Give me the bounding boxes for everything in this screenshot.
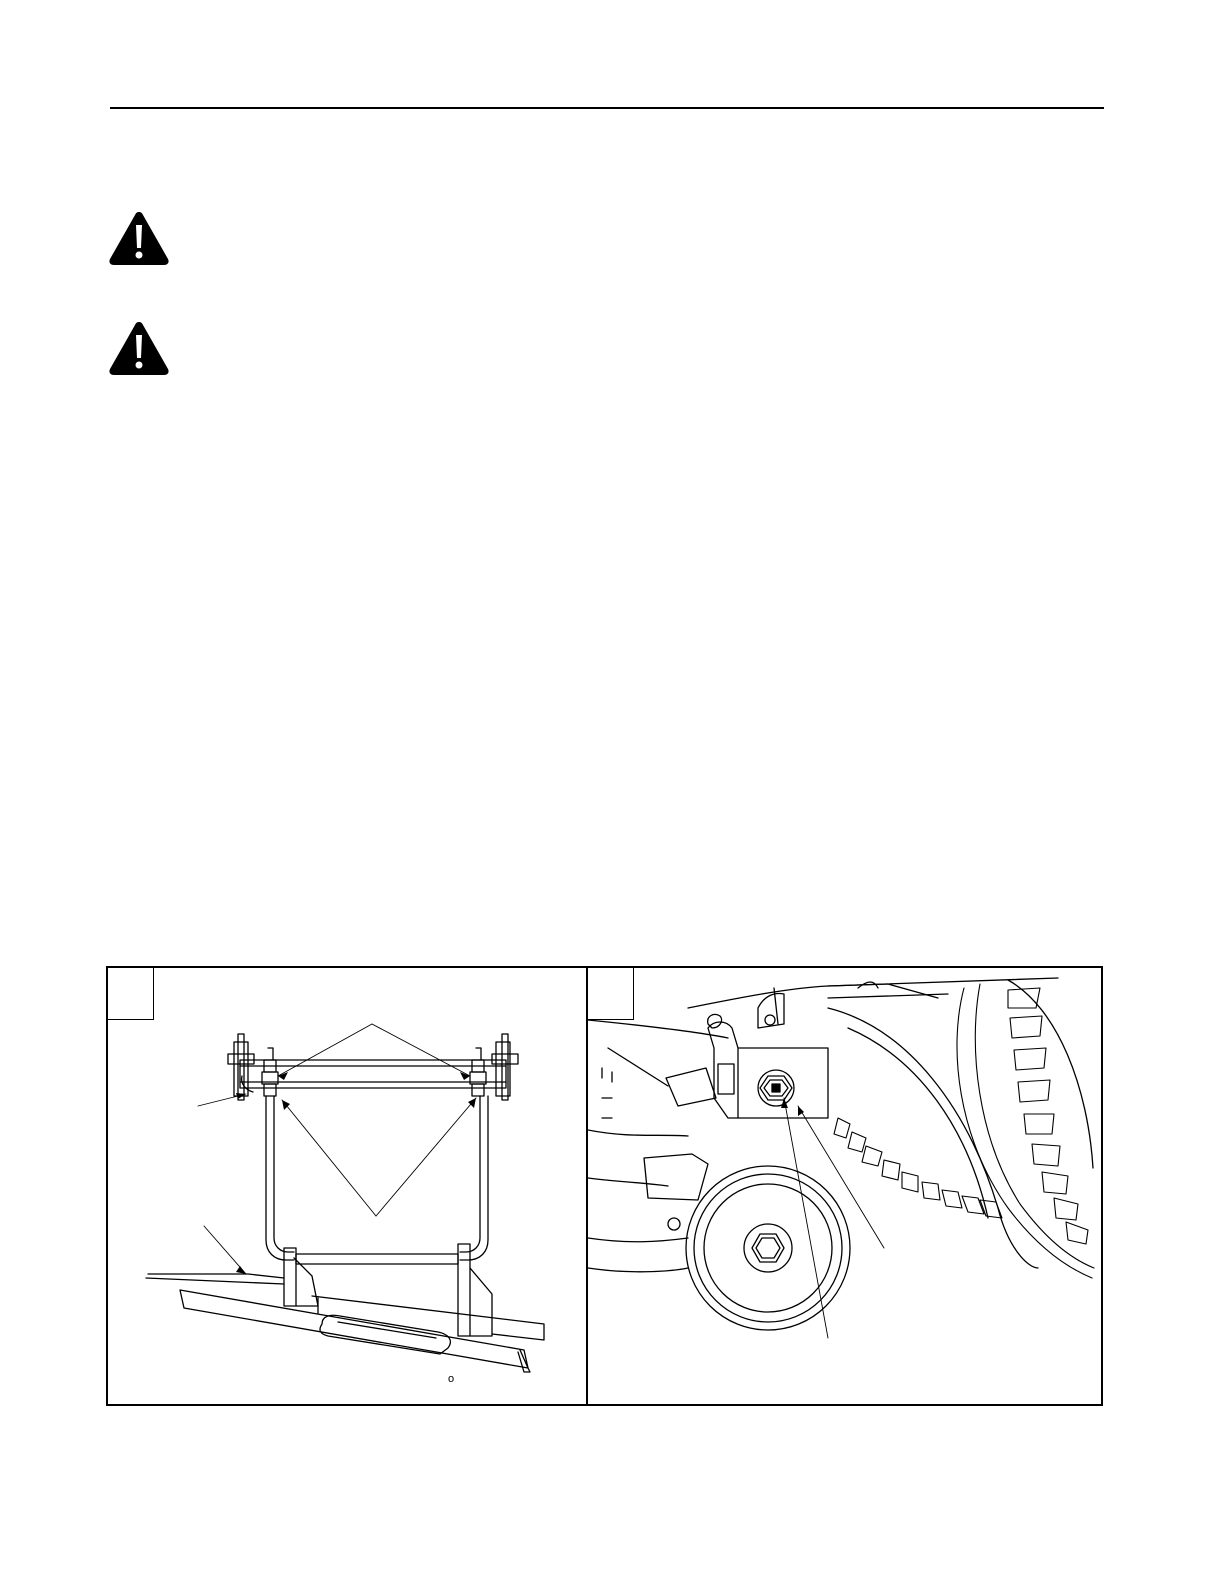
idler-pulley-tire-illustration [588,968,1101,1404]
brake-rod-linkage-illustration [108,968,586,1404]
header-rule [110,107,1104,109]
figure-right-panel [588,968,1101,1404]
warning-triangle-icon [107,210,171,266]
figure-left-panel [108,968,586,1404]
figure-number-right [588,968,634,1020]
figure-box [106,966,1103,1406]
warning-triangle-icon [107,320,171,376]
figure-number-left [108,968,154,1020]
small-label: o [448,1373,455,1385]
